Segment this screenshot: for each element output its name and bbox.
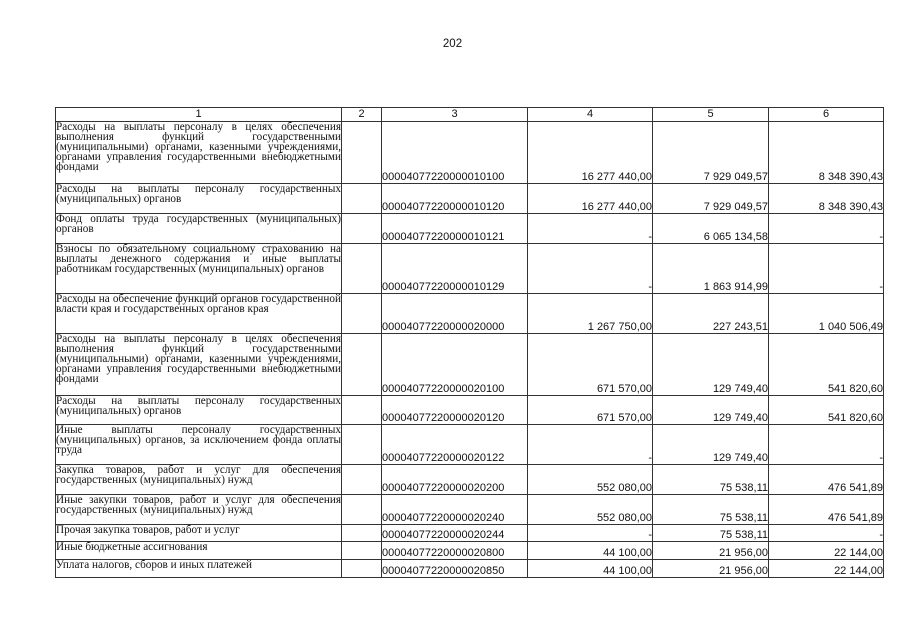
table-row [56,465,884,495]
row-col2 [342,214,382,244]
row-code: 00004077220000010100 [382,122,528,184]
table-row [56,214,884,244]
row-description: Расходы на выплаты персоналу государственных (муниципальных) органов [56,184,342,214]
row-description: Иные выплаты персоналу государственных (муниципальных) органов, за исключением фонда оплаты труда [56,425,342,465]
row-col6: 1 040 506,49 [769,294,884,334]
row-col2 [342,425,382,465]
table-row [56,244,884,294]
column-header-3: 3 [382,108,528,122]
row-col6: 8 348 390,43 [769,122,884,184]
row-col5: 129 749,40 [653,334,769,396]
row-col4: 16 277 440,00 [528,122,653,184]
row-col4: - [528,425,653,465]
column-header-4: 4 [528,108,653,122]
table-row [56,334,884,396]
table-row [56,396,884,425]
row-code: 00004077220000020122 [382,425,528,465]
row-col5: 75 538,11 [653,465,769,495]
row-description: Иные бюджетные ассигнования [56,542,342,560]
row-col5: 129 749,40 [653,396,769,425]
row-col2 [342,525,382,542]
table-row [56,560,884,578]
row-col5: 129 749,40 [653,425,769,465]
table-row [56,542,884,560]
row-col2 [342,244,382,294]
table-row [56,525,884,542]
row-code: 00004077220000010120 [382,184,528,214]
row-col4: 671 570,00 [528,334,653,396]
row-description: Расходы на выплаты персоналу в целях обеспечения выполнения функций государственными (муниципальными) органами, казенными учреждениями, органами управления государственными внебюджетными фондами [56,334,342,396]
table-row [56,184,884,214]
row-col4: 552 080,00 [528,465,653,495]
budget-table [55,107,884,578]
row-col2 [342,560,382,578]
row-col4: 16 277 440,00 [528,184,653,214]
row-col5: 21 956,00 [653,560,769,578]
row-code: 00004077220000020200 [382,465,528,495]
row-col6: 22 144,00 [769,560,884,578]
row-description: Иные закупки товаров, работ и услуг для обеспечения государственных (муниципальных) нужд [56,495,342,525]
row-col6: 541 820,60 [769,334,884,396]
column-header-5: 5 [653,108,769,122]
row-col2 [342,294,382,334]
row-description: Расходы на обеспечение функций органов государственной власти края и государственных органов края [56,294,342,334]
row-code: 00004077220000010129 [382,244,528,294]
row-col5: 6 065 134,58 [653,214,769,244]
table-row [56,294,884,334]
row-col5: 227 243,51 [653,294,769,334]
row-code: 00004077220000020244 [382,525,528,542]
column-header-6: 6 [769,108,884,122]
row-col2 [342,334,382,396]
row-code: 00004077220000020850 [382,560,528,578]
row-col4: 1 267 750,00 [528,294,653,334]
row-col6: 476 541,89 [769,465,884,495]
page-number: 202 [442,38,463,50]
row-col4: - [528,214,653,244]
row-col6: 8 348 390,43 [769,184,884,214]
row-col4: 552 080,00 [528,495,653,525]
table-row [56,122,884,184]
row-code: 00004077220000020100 [382,334,528,396]
table-row [56,495,884,525]
row-code: 00004077220000020800 [382,542,528,560]
column-header-1: 1 [56,108,342,122]
row-code: 00004077220000020000 [382,294,528,334]
row-col6: 476 541,89 [769,495,884,525]
row-description: Расходы на выплаты персоналу государственных (муниципальных) органов [56,396,342,425]
row-col2 [342,542,382,560]
row-col2 [342,396,382,425]
row-col6: 22 144,00 [769,542,884,560]
row-col5: 75 538,11 [653,525,769,542]
column-header-2: 2 [342,108,382,122]
row-col6: - [769,525,884,542]
row-description: Расходы на выплаты персоналу в целях обеспечения выполнения функций государственными (муниципальными) органами, казенными учреждениями, органами управления государственными внебюджетными фондами [56,122,342,184]
row-col4: 44 100,00 [528,560,653,578]
row-col6: - [769,425,884,465]
row-description: Взносы по обязательному социальному страхованию на выплаты денежного содержания и иные выплаты работникам государственных (муниципальных) органов [56,244,342,294]
row-description: Фонд оплаты труда государственных (муниципальных) органов [56,214,342,244]
row-code: 00004077220000020120 [382,396,528,425]
row-col6: - [769,244,884,294]
row-col5: 7 929 049,57 [653,184,769,214]
row-col5: 7 929 049,57 [653,122,769,184]
row-code: 00004077220000010121 [382,214,528,244]
row-col2 [342,184,382,214]
row-code: 00004077220000020240 [382,495,528,525]
row-col6: - [769,214,884,244]
row-col2 [342,495,382,525]
row-col5: 75 538,11 [653,495,769,525]
row-col2 [342,122,382,184]
row-col5: 1 863 914,99 [653,244,769,294]
row-col6: 541 820,60 [769,396,884,425]
table-row [56,425,884,465]
row-description: Уплата налогов, сборов и иных платежей [56,560,342,578]
header-row [56,108,884,122]
row-col4: - [528,244,653,294]
row-col4: 44 100,00 [528,542,653,560]
row-col5: 21 956,00 [653,542,769,560]
row-description: Прочая закупка товаров, работ и услуг [56,525,342,542]
row-col4: 671 570,00 [528,396,653,425]
row-col4: - [528,525,653,542]
row-col2 [342,465,382,495]
row-description: Закупка товаров, работ и услуг для обеспечения государственных (муниципальных) нужд [56,465,342,495]
